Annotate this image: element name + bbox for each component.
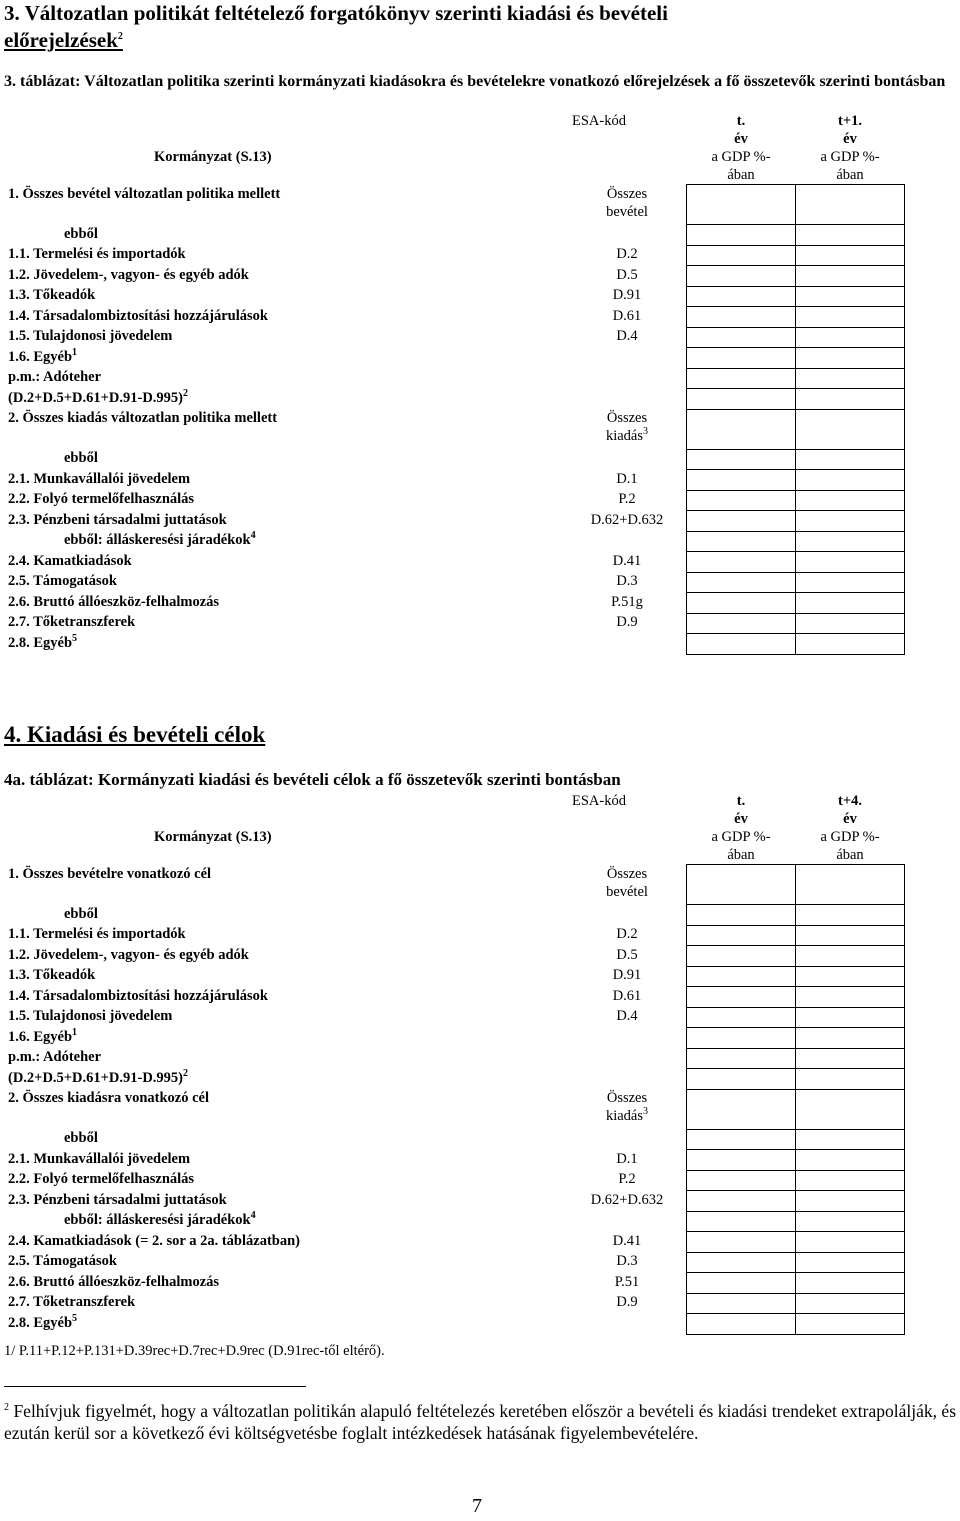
value-cell-1	[687, 225, 796, 246]
row-code: D.41	[612, 552, 642, 569]
section-3-title	[4, 0, 944, 54]
table-row	[4, 634, 905, 655]
row-label: 1.1. Termelési és importadók	[8, 926, 186, 942]
table-row	[4, 1150, 905, 1171]
table-row	[4, 1069, 905, 1090]
unit-2-header: a GDP %-	[820, 829, 880, 845]
table-row	[4, 1211, 905, 1232]
value-cell-2	[796, 470, 905, 491]
table-row	[4, 1089, 905, 1129]
value-cell-1	[687, 905, 796, 926]
value-cell-2	[796, 946, 905, 967]
value-cell-1	[687, 572, 796, 593]
value-cell-1	[687, 1150, 796, 1171]
row-code-line2: kiadás	[605, 428, 644, 444]
row-label: 1.1. Termelési és importadók	[8, 246, 186, 262]
value-cell-2	[796, 348, 905, 369]
table-row	[4, 865, 905, 905]
year-1-header-sub: év	[734, 131, 748, 147]
table-row	[4, 490, 905, 511]
value-cell-1	[687, 389, 796, 410]
table-row	[4, 245, 905, 266]
row-label-sup: 4	[250, 530, 256, 542]
table-row	[4, 409, 905, 449]
unit-1-header-sub: ában	[727, 847, 755, 863]
value-cell-2	[796, 225, 905, 246]
table-header-row	[4, 112, 905, 148]
table-row	[4, 593, 905, 614]
row-code: D.91	[612, 287, 642, 303]
table-row	[4, 286, 905, 307]
value-cell-1	[687, 511, 796, 532]
value-cell-2	[796, 286, 905, 307]
table-4a-caption: 4a. táblázat: Kormányzati kiadási és bevételi célok a fő összetevők szerinti bontásban	[4, 770, 621, 789]
section-4-title: 4. Kiadási és bevételi célok	[4, 722, 266, 747]
row-code: Összes	[606, 865, 648, 882]
table-row	[4, 185, 905, 225]
row-label: ebből	[64, 450, 98, 466]
row-code: Összes	[606, 1090, 648, 1106]
table-row	[4, 946, 905, 967]
table-3	[4, 112, 905, 655]
row-label-sup: 2	[183, 387, 189, 399]
value-cell-1	[687, 925, 796, 946]
value-cell-1	[687, 1170, 796, 1191]
value-cell-2	[796, 531, 905, 552]
table-row	[4, 1232, 905, 1253]
row-label: 1.3. Tőkeadók	[8, 287, 96, 303]
value-cell-2	[796, 511, 905, 532]
row-label: ebből: álláskeresési járadékok	[64, 532, 251, 548]
value-cell-1	[687, 1191, 796, 1212]
table-row	[4, 511, 905, 532]
value-cell-1	[687, 966, 796, 987]
value-cell-1	[687, 409, 796, 449]
year-2-header-sub: év	[843, 131, 857, 147]
row-code: D.9	[616, 1294, 638, 1310]
table-3-caption: 3. táblázat: Változatlan politika szerinti kormányzati kiadásokra és bevételekre vonatkozó előrejelzések a fő összetevők szerinti bontásban	[4, 73, 946, 90]
row-code: D.62+D.632	[590, 511, 664, 528]
unit-2-header: a GDP %-	[820, 149, 880, 165]
value-cell-2	[796, 1048, 905, 1069]
value-cell-2	[796, 1089, 905, 1129]
year-2-header-sub: év	[843, 811, 857, 827]
value-cell-1	[687, 266, 796, 287]
table-row	[4, 449, 905, 470]
value-cell-1	[687, 1232, 796, 1253]
row-code: Összes	[606, 410, 648, 426]
row-code: D.41	[612, 1232, 642, 1249]
value-cell-2	[796, 1211, 905, 1232]
table-row	[4, 1007, 905, 1028]
value-cell-1	[687, 1252, 796, 1273]
table-row	[4, 307, 905, 328]
value-cell-2	[796, 389, 905, 410]
row-label: 2.7. Tőketranszferek	[8, 1294, 136, 1310]
value-cell-1	[687, 327, 796, 348]
value-cell-2	[796, 1129, 905, 1150]
row-code-line2: kiadás	[605, 1108, 644, 1124]
value-cell-1	[687, 368, 796, 389]
value-cell-2	[796, 307, 905, 328]
value-cell-1	[687, 552, 796, 573]
value-cell-1	[687, 1273, 796, 1294]
table-row	[4, 552, 905, 573]
value-cell-2	[796, 572, 905, 593]
table-4a	[4, 792, 905, 1335]
row-label-sup: 5	[72, 1312, 78, 1324]
unit-1-header: a GDP %-	[711, 149, 771, 165]
value-cell-1	[687, 185, 796, 225]
table-row	[4, 327, 905, 348]
value-cell-2	[796, 1069, 905, 1090]
value-cell-1	[687, 634, 796, 655]
row-code: D.61	[612, 987, 642, 1004]
unit-1-header-sub: ában	[727, 167, 755, 183]
value-cell-1	[687, 1314, 796, 1335]
value-cell-1	[687, 449, 796, 470]
government-label: Kormányzat (S.13)	[154, 149, 272, 165]
table-row	[4, 368, 905, 389]
value-cell-1	[687, 1211, 796, 1232]
row-code: P.51	[614, 1273, 640, 1290]
table-row	[4, 348, 905, 369]
row-label: 1. Összes bevételre vonatkozó cél	[8, 865, 212, 882]
government-label: Kormányzat (S.13)	[154, 829, 272, 845]
row-label: 1.2. Jövedelem-, vagyon- és egyéb adók	[8, 266, 249, 283]
row-label: 2.3. Pénzbeni társadalmi juttatások	[8, 1191, 227, 1208]
row-code: D.4	[616, 328, 638, 344]
value-cell-2	[796, 368, 905, 389]
value-cell-1	[687, 987, 796, 1008]
value-cell-1	[687, 470, 796, 491]
value-cell-2	[796, 1028, 905, 1049]
row-label: 1.5. Tulajdonosi jövedelem	[8, 328, 173, 344]
row-label: 2.2. Folyó termelőfelhasználás	[8, 1171, 195, 1187]
row-label: 1.5. Tulajdonosi jövedelem	[8, 1008, 173, 1024]
value-cell-1	[687, 1007, 796, 1028]
year-2-header: t+1.	[838, 113, 862, 129]
value-cell-1	[687, 865, 796, 905]
row-label-sup: 5	[72, 632, 78, 644]
row-code: D.91	[612, 967, 642, 983]
value-cell-2	[796, 1170, 905, 1191]
value-cell-1	[687, 593, 796, 614]
row-code: D.5	[616, 266, 638, 283]
row-label: 2.5. Támogatások	[8, 573, 117, 589]
value-cell-2	[796, 1232, 905, 1253]
value-cell-2	[796, 409, 905, 449]
row-label: 1.6. Egyéb	[8, 348, 73, 365]
row-label: 2.8. Egyéb	[8, 1314, 73, 1331]
value-cell-1	[687, 946, 796, 967]
value-cell-2	[796, 925, 905, 946]
row-label: 2. Összes kiadásra vonatkozó cél	[8, 1090, 209, 1106]
table-row	[4, 389, 905, 410]
footnote-divider	[4, 1386, 306, 1387]
table-header-row	[4, 792, 905, 828]
value-cell-2	[796, 490, 905, 511]
row-label-sup: 2	[183, 1067, 189, 1079]
esa-code-header: ESA-kód	[572, 113, 626, 129]
table-row	[4, 1252, 905, 1273]
value-cell-1	[687, 1129, 796, 1150]
row-label: 2.7. Tőketranszferek	[8, 614, 136, 630]
value-cell-2	[796, 1252, 905, 1273]
value-cell-1	[687, 307, 796, 328]
unit-1-header: a GDP %-	[711, 829, 771, 845]
year-1-header: t.	[736, 793, 746, 809]
table-row	[4, 1048, 905, 1069]
row-code: P.2	[618, 491, 636, 507]
row-code: D.4	[616, 1008, 638, 1024]
row-code: P.2	[618, 1171, 636, 1187]
row-code: D.62+D.632	[590, 1191, 664, 1208]
row-label: (D.2+D.5+D.61+D.91-D.995)	[8, 389, 184, 406]
table-row	[4, 1129, 905, 1150]
row-code-sup: 3	[643, 426, 649, 438]
value-cell-2	[796, 865, 905, 905]
table-row	[4, 1293, 905, 1314]
value-cell-2	[796, 966, 905, 987]
value-cell-2	[796, 1273, 905, 1294]
value-cell-1	[687, 1089, 796, 1129]
value-cell-1	[687, 1293, 796, 1314]
table-row	[4, 905, 905, 926]
table-row	[4, 966, 905, 987]
row-code: D.3	[616, 1253, 638, 1269]
value-cell-2	[796, 1314, 905, 1335]
value-cell-1	[687, 1028, 796, 1049]
row-code: D.61	[612, 307, 642, 324]
value-cell-2	[796, 634, 905, 655]
table-row	[4, 470, 905, 491]
row-label: ebből	[64, 225, 98, 242]
value-cell-1	[687, 1069, 796, 1090]
row-label-sup: 1	[72, 1026, 78, 1038]
row-label: 2.2. Folyó termelőfelhasználás	[8, 491, 195, 507]
table-row	[4, 987, 905, 1008]
value-cell-1	[687, 490, 796, 511]
value-cell-1	[687, 245, 796, 266]
row-label-sup: 1	[72, 346, 78, 358]
value-cell-2	[796, 1150, 905, 1171]
row-code: D.3	[616, 573, 638, 589]
row-label: 2.4. Kamatkiadások (= 2. sor a 2a. táblázatban)	[8, 1232, 300, 1249]
row-code: P.51g	[611, 593, 643, 610]
year-1-header: t.	[736, 113, 746, 129]
table-row	[4, 225, 905, 246]
row-label: 1.4. Társadalombiztosítási hozzájárulások	[8, 987, 268, 1004]
unit-header-row	[4, 148, 905, 185]
row-code: D.2	[616, 246, 638, 262]
value-cell-2	[796, 613, 905, 634]
row-label: (D.2+D.5+D.61+D.91-D.995)	[8, 1069, 184, 1086]
value-cell-1	[687, 348, 796, 369]
section-3-title-line1: 3. Változatlan politikát feltételező forgatókönyv szerinti kiadási és bevételi	[4, 1, 668, 25]
row-code-line2: bevétel	[606, 883, 648, 900]
row-label: 2.3. Pénzbeni társadalmi juttatások	[8, 511, 227, 528]
page-number: 7	[472, 1495, 482, 1517]
row-label: 1.4. Társadalombiztosítási hozzájárulások	[8, 307, 268, 324]
row-label: 2.6. Bruttó állóeszköz-felhalmozás	[8, 593, 220, 610]
year-2-header: t+4.	[838, 793, 862, 809]
row-label: 1.2. Jövedelem-, vagyon- és egyéb adók	[8, 946, 249, 963]
footnote: $^2$ Felhívjuk figyelmét, hogy a változatlan politikán alapuló feltételezés keretében először a bevételi és kiadási trendeket extrapolálják, és ezután kerül sor a következő évi költségvetésbe foglalt intézkedések hatásának figyelembevételére.	[4, 1401, 957, 1443]
value-cell-2	[796, 905, 905, 926]
row-label: ebből	[64, 1130, 98, 1146]
row-label: 2.5. Támogatások	[8, 1253, 117, 1269]
table-row	[4, 266, 905, 287]
section-3-title-line2: előrejelzések$^2$	[4, 28, 123, 52]
row-code: D.1	[616, 1150, 638, 1167]
row-code-line2: bevétel	[606, 203, 648, 220]
value-cell-1	[687, 1048, 796, 1069]
row-label-sup: 4	[250, 1210, 256, 1222]
value-cell-2	[796, 185, 905, 225]
value-cell-2	[796, 1191, 905, 1212]
value-cell-2	[796, 449, 905, 470]
value-cell-2	[796, 327, 905, 348]
table-row	[4, 1191, 905, 1212]
table-row	[4, 1273, 905, 1294]
year-1-header-sub: év	[734, 811, 748, 827]
row-code-sup: 3	[643, 1106, 649, 1118]
table-row	[4, 613, 905, 634]
unit-2-header-sub: ában	[836, 847, 864, 863]
row-label: 2.8. Egyéb	[8, 634, 73, 651]
esa-code-header: ESA-kód	[572, 793, 626, 809]
row-label: ebből: álláskeresési járadékok	[64, 1212, 251, 1228]
table-row	[4, 1170, 905, 1191]
unit-header-row	[4, 828, 905, 865]
row-label: 2.1. Munkavállalói jövedelem	[8, 1150, 191, 1167]
row-code: D.2	[616, 926, 638, 942]
table-row	[4, 1314, 905, 1335]
table-note: 1/ P.11+P.12+P.131+D.39rec+D.7rec+D.9rec (D.91rec-től eltérő).	[4, 1343, 385, 1359]
table-row	[4, 925, 905, 946]
value-cell-2	[796, 987, 905, 1008]
row-label: 2.4. Kamatkiadások	[8, 552, 132, 569]
row-label: p.m.: Adóteher	[8, 1049, 102, 1065]
unit-2-header-sub: ában	[836, 167, 864, 183]
value-cell-2	[796, 1293, 905, 1314]
row-code: Összes	[606, 185, 648, 202]
row-code: D.9	[616, 614, 638, 630]
value-cell-2	[796, 593, 905, 614]
row-label: 1.6. Egyéb	[8, 1028, 73, 1045]
value-cell-1	[687, 286, 796, 307]
value-cell-2	[796, 245, 905, 266]
table-row	[4, 1028, 905, 1049]
row-label: 2.1. Munkavállalói jövedelem	[8, 470, 191, 487]
row-code: D.5	[616, 946, 638, 963]
value-cell-2	[796, 552, 905, 573]
value-cell-2	[796, 266, 905, 287]
row-label: ebből	[64, 905, 98, 922]
value-cell-2	[796, 1007, 905, 1028]
row-code: D.1	[616, 470, 638, 487]
row-label: 1.3. Tőkeadók	[8, 967, 96, 983]
row-label: p.m.: Adóteher	[8, 369, 102, 385]
row-label: 2. Összes kiadás változatlan politika mellett	[8, 410, 278, 426]
value-cell-1	[687, 613, 796, 634]
row-label: 2.6. Bruttó állóeszköz-felhalmozás	[8, 1273, 220, 1290]
table-row	[4, 531, 905, 552]
row-label: 1. Összes bevétel változatlan politika mellett	[8, 185, 281, 202]
table-row	[4, 572, 905, 593]
value-cell-1	[687, 531, 796, 552]
